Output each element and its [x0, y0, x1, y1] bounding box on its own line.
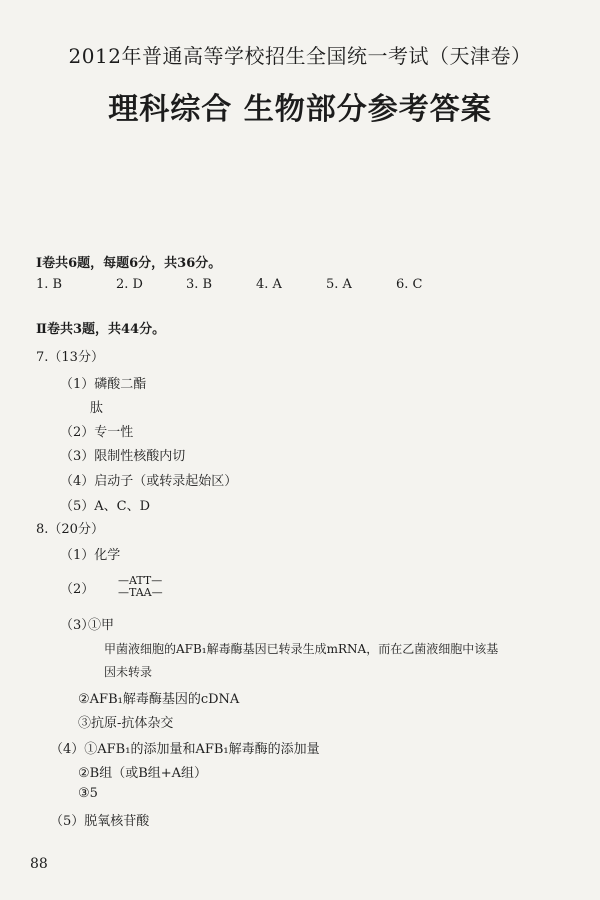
q7-answer-2: （2）专一性: [60, 425, 134, 440]
q8-answer-5: （5）脱氧核苷酸: [50, 814, 150, 829]
q8-answer-3-label: （3）: [60, 618, 95, 633]
dna-strand-bottom: —TAA—: [118, 586, 163, 599]
q8-answer-4-2: ②B组（或B组+A组）: [78, 766, 208, 781]
section1-heading: Ⅰ卷共6题，每题6分，共36分。: [36, 256, 222, 271]
q7-answer-3: （3）限制性核酸内切: [60, 449, 186, 464]
answer-3: 3. B: [186, 277, 213, 292]
answer-2: 2. D: [116, 277, 143, 292]
answer-6: 6. C: [396, 277, 423, 292]
section2-heading: Ⅱ卷共3题，共44分。: [36, 322, 166, 337]
q7-answer-4: （4）启动子（或转录起始区）: [60, 474, 238, 489]
q7-answer-1b: 肽: [90, 401, 104, 416]
q8-answer-3-1: ①甲: [88, 618, 115, 633]
q8-heading: 8.（20分）: [36, 522, 104, 537]
q8-answer-3-2: ②AFB₁解毒酶基因的cDNA: [78, 692, 240, 707]
dna-sequence: [118, 575, 163, 599]
q8-answer-3-3: ③抗原-抗体杂交: [78, 716, 174, 731]
q8-answer-3-text2: 因未转录: [104, 665, 153, 679]
q8-answer-2-label: （2）: [60, 582, 95, 597]
answer-5: 5. A: [326, 277, 352, 292]
answer-1: 1. B: [36, 277, 63, 292]
answer-4: 4. A: [256, 277, 282, 292]
page-number: 88: [30, 856, 48, 872]
q7-answer-1: （1）磷酸二酯: [60, 377, 147, 392]
q8-answer-4-3: ③5: [78, 786, 98, 801]
q8-answer-3-text1: 甲菌液细胞的AFB₁解毒酶基因已转录生成mRNA，而在乙菌液细胞中该基: [104, 642, 499, 656]
q8-answer-1: （1）化学: [60, 548, 121, 563]
q7-answer-5: （5）A、C、D: [60, 499, 151, 514]
q7-heading: 7.（13分）: [36, 350, 104, 365]
dna-strand-top: —ATT—: [118, 574, 163, 587]
exam-title: 2012年普通高等学校招生全国统一考试（天津卷）: [68, 44, 532, 68]
answer-subtitle: 理科综合 生物部分参考答案: [108, 92, 492, 127]
q8-answer-4-1: （4）①AFB₁的添加量和AFB₁解毒酶的添加量: [50, 742, 320, 757]
